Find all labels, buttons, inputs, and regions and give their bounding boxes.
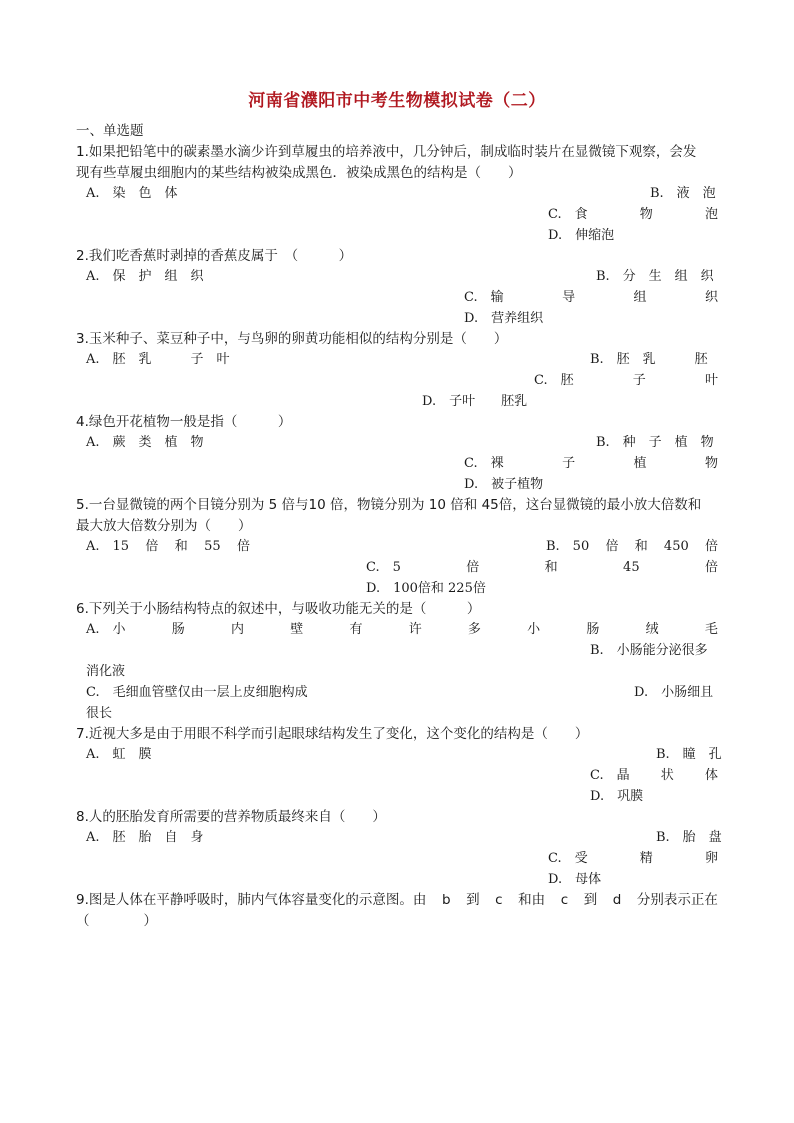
question-4-option-b: B. 种 子 植 物 — [596, 435, 714, 450]
question-2-option-d: D. 营养组织 — [464, 311, 544, 326]
question-1-line-2: 现有些草履虫细胞内的某些结构被染成黑色．被染成黑色的结构是（ ） — [76, 165, 522, 181]
question-4-option-a: A. 蕨 类 植 物 — [86, 435, 204, 450]
question-2-text: 2.我们吃香蕉时剥掉的香蕉皮属于 （ ） — [76, 248, 353, 264]
question-7-option-b: B. 瞳 孔 — [656, 747, 722, 762]
question-8-text: 8.人的胚胎发育所需要的营养物质最终来自（ ） — [76, 809, 386, 825]
question-9-line-1: 9.图是人体在平静呼吸时，肺内气体容量变化的示意图。由 b 到 c 和由 c 到 d 分别表示正在 — [76, 892, 718, 908]
question-3-option-d: D. 子叶 胚乳 — [422, 394, 528, 409]
question-1-option-a: A. 染 色 体 — [86, 186, 178, 201]
question-8-option-b: B. 胎 盘 — [656, 830, 722, 845]
question-5-option-b: B. 50 倍 和 450 倍 — [546, 539, 718, 554]
question-7-option-d: D. 巩膜 — [590, 789, 644, 804]
question-6-option-c: C. 毛细血管壁仅由一层上皮细胞构成 — [86, 685, 308, 700]
question-1-option-b: B. 液 泡 — [650, 186, 716, 201]
exam-title: 河南省濮阳市中考生物模拟试卷（二） — [248, 91, 546, 111]
question-8-option-c: C. 受 精 卵 — [548, 851, 718, 866]
question-1-option-c: C. 食 物 泡 — [548, 207, 718, 222]
question-8-option-d: D. 母体 — [548, 872, 602, 887]
question-8-option-a: A. 胚 胎 自 身 — [86, 830, 204, 845]
question-9-line-2: （ ） — [76, 913, 157, 929]
question-5-option-a: A. 15 倍 和 55 倍 — [86, 539, 250, 554]
question-5-line-2: 最大放大倍数分别为（ ） — [76, 518, 252, 534]
question-2-option-b: B. 分 生 组 织 — [596, 269, 714, 284]
question-5-line-1: 5.一台显微镜的两个目镜分别为 5 倍与10 倍，物镜分别为 10 倍和 45倍，这台显微镜的最小放大倍数和 — [76, 497, 702, 513]
question-4-text: 4.绿色开花植物一般是指（ ） — [76, 414, 292, 430]
question-1-line-1: 1.如果把铅笔中的碳素墨水滴少许到草履虫的培养液中，几分钟后，制成临时装片在显微镜下观察，会发 — [76, 144, 697, 160]
question-7-option-c: C. 晶 状 体 — [590, 768, 718, 783]
question-3-option-b: B. 胚 乳 胚 — [590, 352, 708, 367]
question-6-option-b-continued: 消化液 — [86, 664, 126, 679]
question-7-text: 7.近视大多是由于用眼不科学而引起眼球结构发生了变化，这个变化的结构是（ ） — [76, 726, 589, 742]
question-3-text: 3.玉米种子、菜豆种子中，与鸟卵的卵黄功能相似的结构分别是（ ） — [76, 331, 508, 347]
question-4-option-c: C. 裸 子 植 物 — [464, 456, 718, 471]
question-4-option-d: D. 被子植物 — [464, 477, 544, 492]
question-3-option-c: C. 胚 子 叶 — [534, 373, 718, 388]
question-7-option-a: A. 虹 膜 — [86, 747, 152, 762]
question-1-option-d: D. 伸缩泡 — [548, 228, 615, 243]
section-heading: 一、单选题 — [76, 123, 144, 139]
question-2-option-c: C. 输 导 组 织 — [464, 290, 718, 305]
question-5-option-d: D. 100倍和 225倍 — [366, 581, 486, 596]
question-5-option-c: C. 5 倍 和 45 倍 — [366, 560, 718, 575]
question-6-option-a: A. 小 肠 内 壁 有 许 多 小 肠 绒 毛 — [86, 622, 718, 637]
question-2-option-a: A. 保 护 组 织 — [86, 269, 204, 284]
question-3-option-a: A. 胚 乳 子 叶 — [86, 352, 230, 367]
question-6-option-b: B. 小肠能分泌很多 — [590, 643, 708, 658]
question-6-text: 6.下列关于小肠结构特点的叙述中，与吸收功能无关的是（ ） — [76, 601, 481, 617]
question-6-option-d-continued: 很长 — [86, 706, 113, 721]
question-6-option-d: D. 小肠细且 — [634, 685, 714, 700]
